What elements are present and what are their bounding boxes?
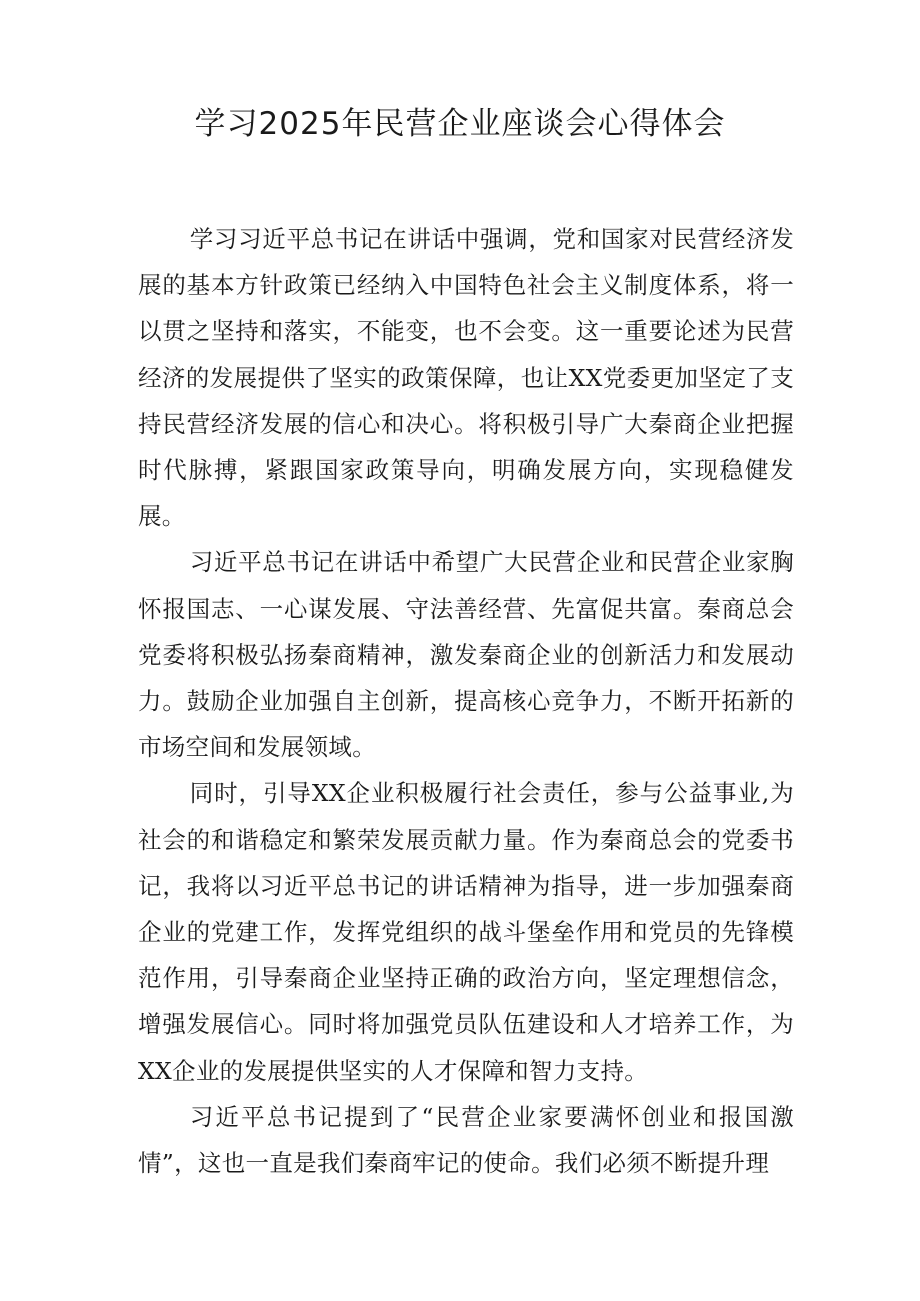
paragraph: 习近平总书记在讲话中希望广大民营企业和民营企业家胸怀报国志、一心谋发展、守法善经营、先富促共富。秦商总会党委将积极弘扬秦商精神，激发秦商企业的创新活力和发展动力。鼓励企业加强自主创新，提高核心竞争力，不断开拓新的市场空间和发展领域。 [138,548,794,762]
document-body [138,216,794,1186]
paragraph: 同时，引导XX企业积极履行社会责任，参与公益事业,为社会的和谐稳定和繁荣发展贡献力量。作为秦商总会的党委书记，我将以习近平总书记的讲话精神为指导，进一步加强秦商企业的党建工作，发挥党组织的战斗堡垒作用和党员的先锋模范作用，引导秦商企业坚持正确的政治方向，坚定理想信念，增强发展信心。同时将加强党员队伍建设和人才培养工作，为XX企业的发展提供坚实的人才保障和智力支持。 [138,779,794,1085]
document-title: 学习2025年民营企业座谈会心得体会 [194,106,726,142]
paragraph: 学习习近平总书记在讲话中强调，党和国家对民营经济发展的基本方针政策已经纳入中国特色社会主义制度体系，将一以贯之坚持和落实，不能变，也不会变。这一重要论述为民营经济的发展提供了坚实的政策保障，也让XX党委更加坚定了支持民营经济发展的信心和决心。将积极引导广大秦商企业把握时代脉搏，紧跟国家政策导向，明确发展方向，实现稳健发展。 [138,225,794,531]
paragraph: 习近平总书记提到了“民营企业家要满怀创业和报国激情”，这也一直是我们秦商牢记的使命。我们必须不断提升理 [138,1102,794,1178]
